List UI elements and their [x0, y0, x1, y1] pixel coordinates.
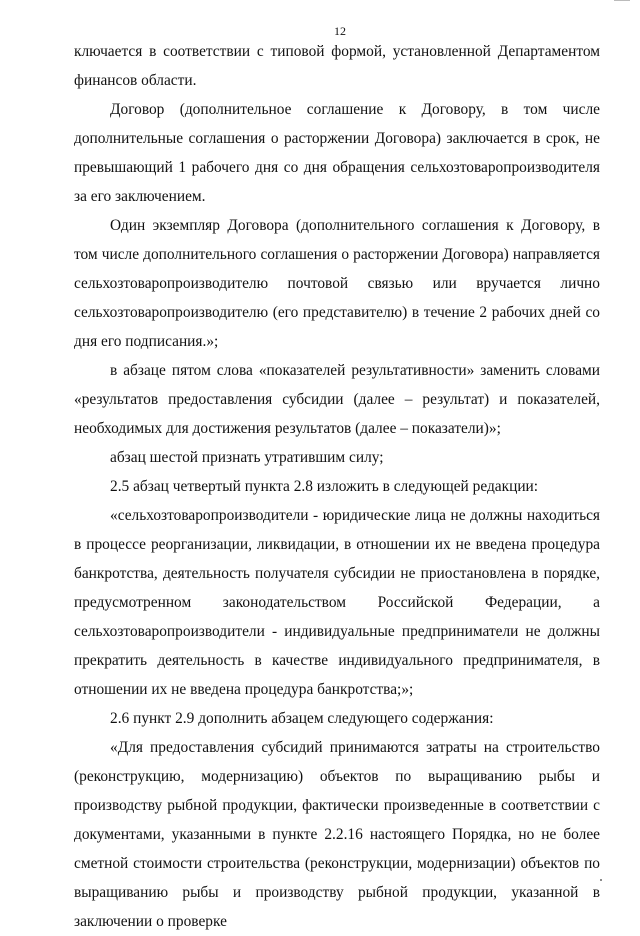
paragraph-3: Один экземпляр Договора (дополнительного соглашения к Договору, в том числе дополнительного соглашения о расторжении Договора) направляется сельхозтоваропроизводителю почтовой связью или вручается лично сельхозтоваропроизводителю (его представителю) в течение 2 рабочих дней со дня его подписания.»;: [74, 217, 600, 350]
scan-dot-mark: [600, 879, 602, 881]
page-number: 12: [334, 24, 346, 38]
paragraph-4: в абзаце пятом слова «показателей результативности» заменить словами «результатов предоставления субсидии (далее – результат) и показателей, необходимых для достижения результатов (далее – показатели)»;: [74, 362, 600, 437]
paragraph-1: ключается в соответствии с типовой формой, установленной Департаментом финансов области.: [74, 43, 600, 89]
paragraph-2: Договор (дополнительное соглашение к Договору, в том числе дополнительные соглашения о расторжении Договора) заключается в срок, не превышающий 1 рабочего дня со дня обращения сельхозтоваропроизводителя за его заключением.: [74, 101, 600, 205]
paragraph-6: 2.5 абзац четвертый пункта 2.8 изложить в следующей редакции:: [110, 478, 539, 495]
document-body: [74, 37, 600, 936]
paragraph-5: абзац шестой признать утратившим силу;: [110, 449, 384, 466]
paragraph-7: «сельхозтоваропроизводители - юридические лица не должны находиться в процессе реорганизации, ликвидации, в отношении их не введена процедура банкротства, деятельность получателя субсидии не приостановлена в порядке, предусмотренном законодательством Российской Федерации, а сельхозтоваропроизводители - индивидуальные предприниматели не должны прекратить деятельность в качестве индивидуального предпринимателя, в отношении их не введена процедура банкротства;»;: [74, 507, 600, 698]
scan-corner-mark: [614, 0, 630, 4]
paragraph-8: 2.6 пункт 2.9 дополнить абзацем следующего содержания:: [110, 710, 494, 727]
paragraph-9: «Для предоставления субсидий принимаются затраты на строительство (реконструкцию, модернизацию) объектов по выращиванию рыбы и производству рыбной продукции, фактически произведенные в соответствии с документами, указанными в пункте 2.2.16 настоящего Порядка, но не более сметной стоимости строительства (реконструкции, модернизации) объектов по выращиванию рыбы и производству рыбной продукции, указанной в заключении о проверке: [74, 739, 600, 930]
